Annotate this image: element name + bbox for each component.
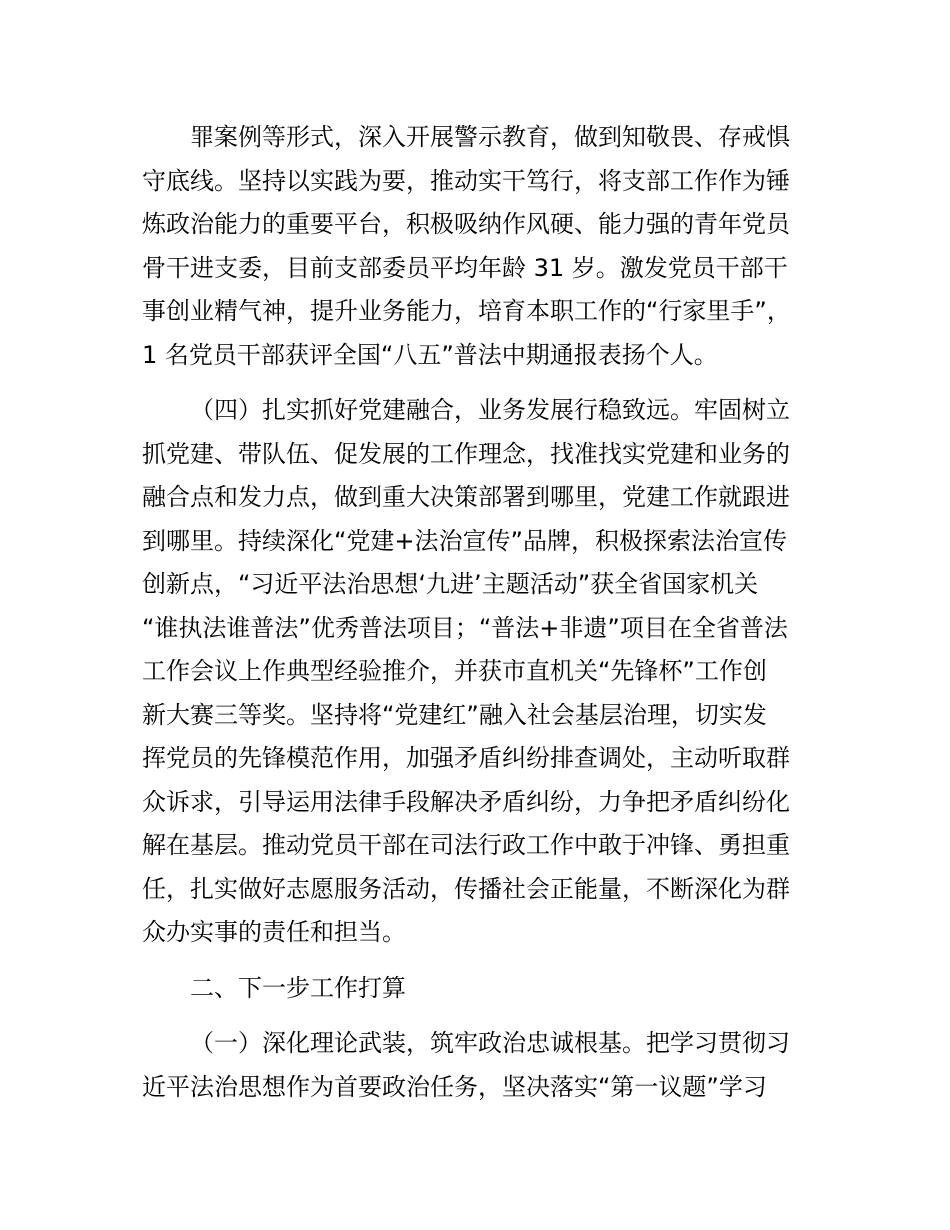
text-line: 1 名党员干部获评全国“八五”普法中期通报表扬个人。 (142, 340, 718, 369)
text-line: “谁执法谁普法”优秀普法项目；“普法+非遗”项目在全省普法 (142, 613, 788, 642)
heading-text: 二、下一步工作打算 (190, 973, 406, 1002)
text-line: 众诉求，引导运用法律手段解决矛盾纠纷，力争把矛盾纠纷化 (142, 787, 790, 816)
text-line: 新大赛三等奖。坚持将“党建红”融入社会基层治理，切实发 (142, 700, 767, 729)
text-line: 工作会议上作典型经验推介，并获市直机关“先锋杯”工作创 (142, 657, 767, 685)
text-line: 事创业精气神，提升业务能力，培育本职工作的“行家里手”， (142, 297, 791, 325)
text-line: 守底线。坚持以实践为要，推动实干笃行，将支部工作作为锤 (142, 166, 790, 195)
text-line: 任，扎实做好志愿服务活动，传播社会正能量，不断深化为群 (142, 874, 790, 903)
text-line: 到哪里。持续深化“党建+法治宣传”品牌，积极探索法治宣传 (142, 526, 787, 555)
paragraph-3 (142, 1022, 842, 1109)
text-line: 挥党员的先锋模范作用，加强矛盾纠纷排查调处，主动听取群 (142, 744, 790, 772)
text-line: 解在基层。推动党员干部在司法行政工作中敢于冲锋、勇担重 (142, 831, 790, 859)
paragraph-2 (142, 389, 842, 955)
text-line: 抓党建、带队伍、促发展的工作理念，找准找实党建和业务的 (142, 439, 790, 468)
paragraph-1 (142, 116, 842, 377)
text-line: 融合点和发力点，做到重大决策部署到哪里，党建工作就跟进 (142, 483, 790, 511)
text-line: 创新点，“习近平法治思想‘九进’主题活动”获全省国家机关 (142, 570, 759, 598)
text-line: 罪案例等形式，深入开展警示教育，做到知敬畏、存戒惧 (190, 123, 790, 151)
text-line: 炼政治能力的重要平台，积极吸纳作风硬、能力强的青年党员 (142, 210, 790, 238)
section-heading (142, 967, 842, 1011)
text-line: 骨干进支委，目前支部委员平均年龄 31 岁。激发党员干部干 (142, 253, 788, 282)
document-body (142, 116, 842, 1109)
text-line: （四）扎实抓好党建融合，业务发展行稳致远。牢固树立 (190, 396, 790, 424)
text-line: 众办实事的责任和担当。 (142, 918, 406, 946)
text-line: （一）深化理论武装，筑牢政治忠诚根基。把学习贯彻习 (190, 1029, 790, 1057)
text-line: 近平法治思想作为首要政治任务，坚决落实“第一议题”学习 (142, 1072, 767, 1101)
